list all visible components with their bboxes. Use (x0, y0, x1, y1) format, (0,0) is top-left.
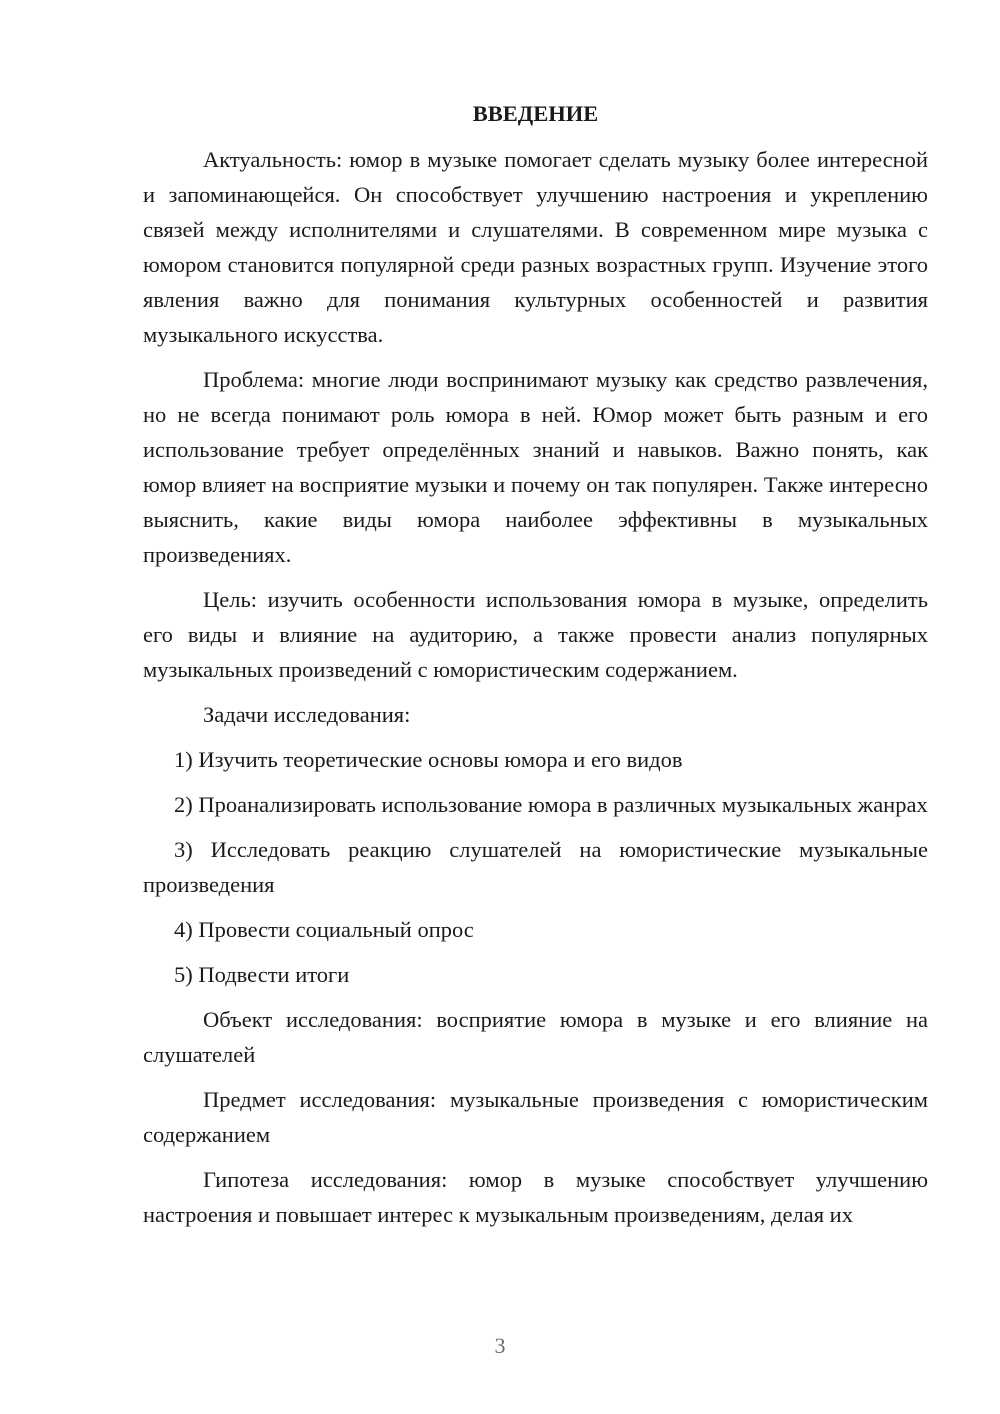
tasks-heading: Задачи исследования: (203, 702, 411, 727)
section-title: ВВЕДЕНИЕ (472, 101, 599, 126)
paragraph-subject: Предмет исследования: музыкальные произведения с юмористическим содержанием (143, 1087, 928, 1147)
paragraph-relevance: Актуальность: юмор в музыке помогает сделать музыку более интересной и запоминающейся. Он способствует улучшению настроения и укреплению связей между исполнителями и слушателями. В современном мире музыка с юмором становится популярной среди разных возрастных групп. Изучение этого явления важно для понимания культурных особенностей и развития музыкального искусства. (143, 147, 928, 347)
task-item-2: 2) Проанализировать использование юмора в различных музыкальных жанрах (174, 792, 928, 817)
paragraph-goal: Цель: изучить особенности использования юмора в музыке, определить его виды и влияние на аудиторию, а также провести анализ популярных музыкальных произведений с юмористическим содержанием. (143, 587, 928, 682)
page-number: 3 (494, 1333, 506, 1358)
task-item-1: 1) Изучить теоретические основы юмора и его видов (174, 747, 683, 772)
task-item-3: 3) Исследовать реакцию слушателей на юмористические музыкальные произведения (143, 837, 928, 897)
paragraph-problem: Проблема: многие люди воспринимают музыку как средство развлечения, но не всегда понимают роль юмора в ней. Юмор может быть разным и его использование требует определённых знаний и навыков. Важно понять, как юмор влияет на восприятие музыки и почему он так популярен. Также интересно выяснить, какие виды юмора наиболее эффективны в музыкальных произведениях. (143, 367, 928, 567)
task-item-4: 4) Провести социальный опрос (174, 917, 474, 942)
page-content (143, 96, 928, 1242)
task-item-5: 5) Подвести итоги (174, 962, 350, 987)
paragraph-object: Объект исследования: восприятие юмора в музыке и его влияние на слушателей (143, 1007, 928, 1067)
paragraph-hypothesis: Гипотеза исследования: юмор в музыке способствует улучшению настроения и повышает интерес к музыкальным произведениям, делая их (143, 1167, 928, 1227)
